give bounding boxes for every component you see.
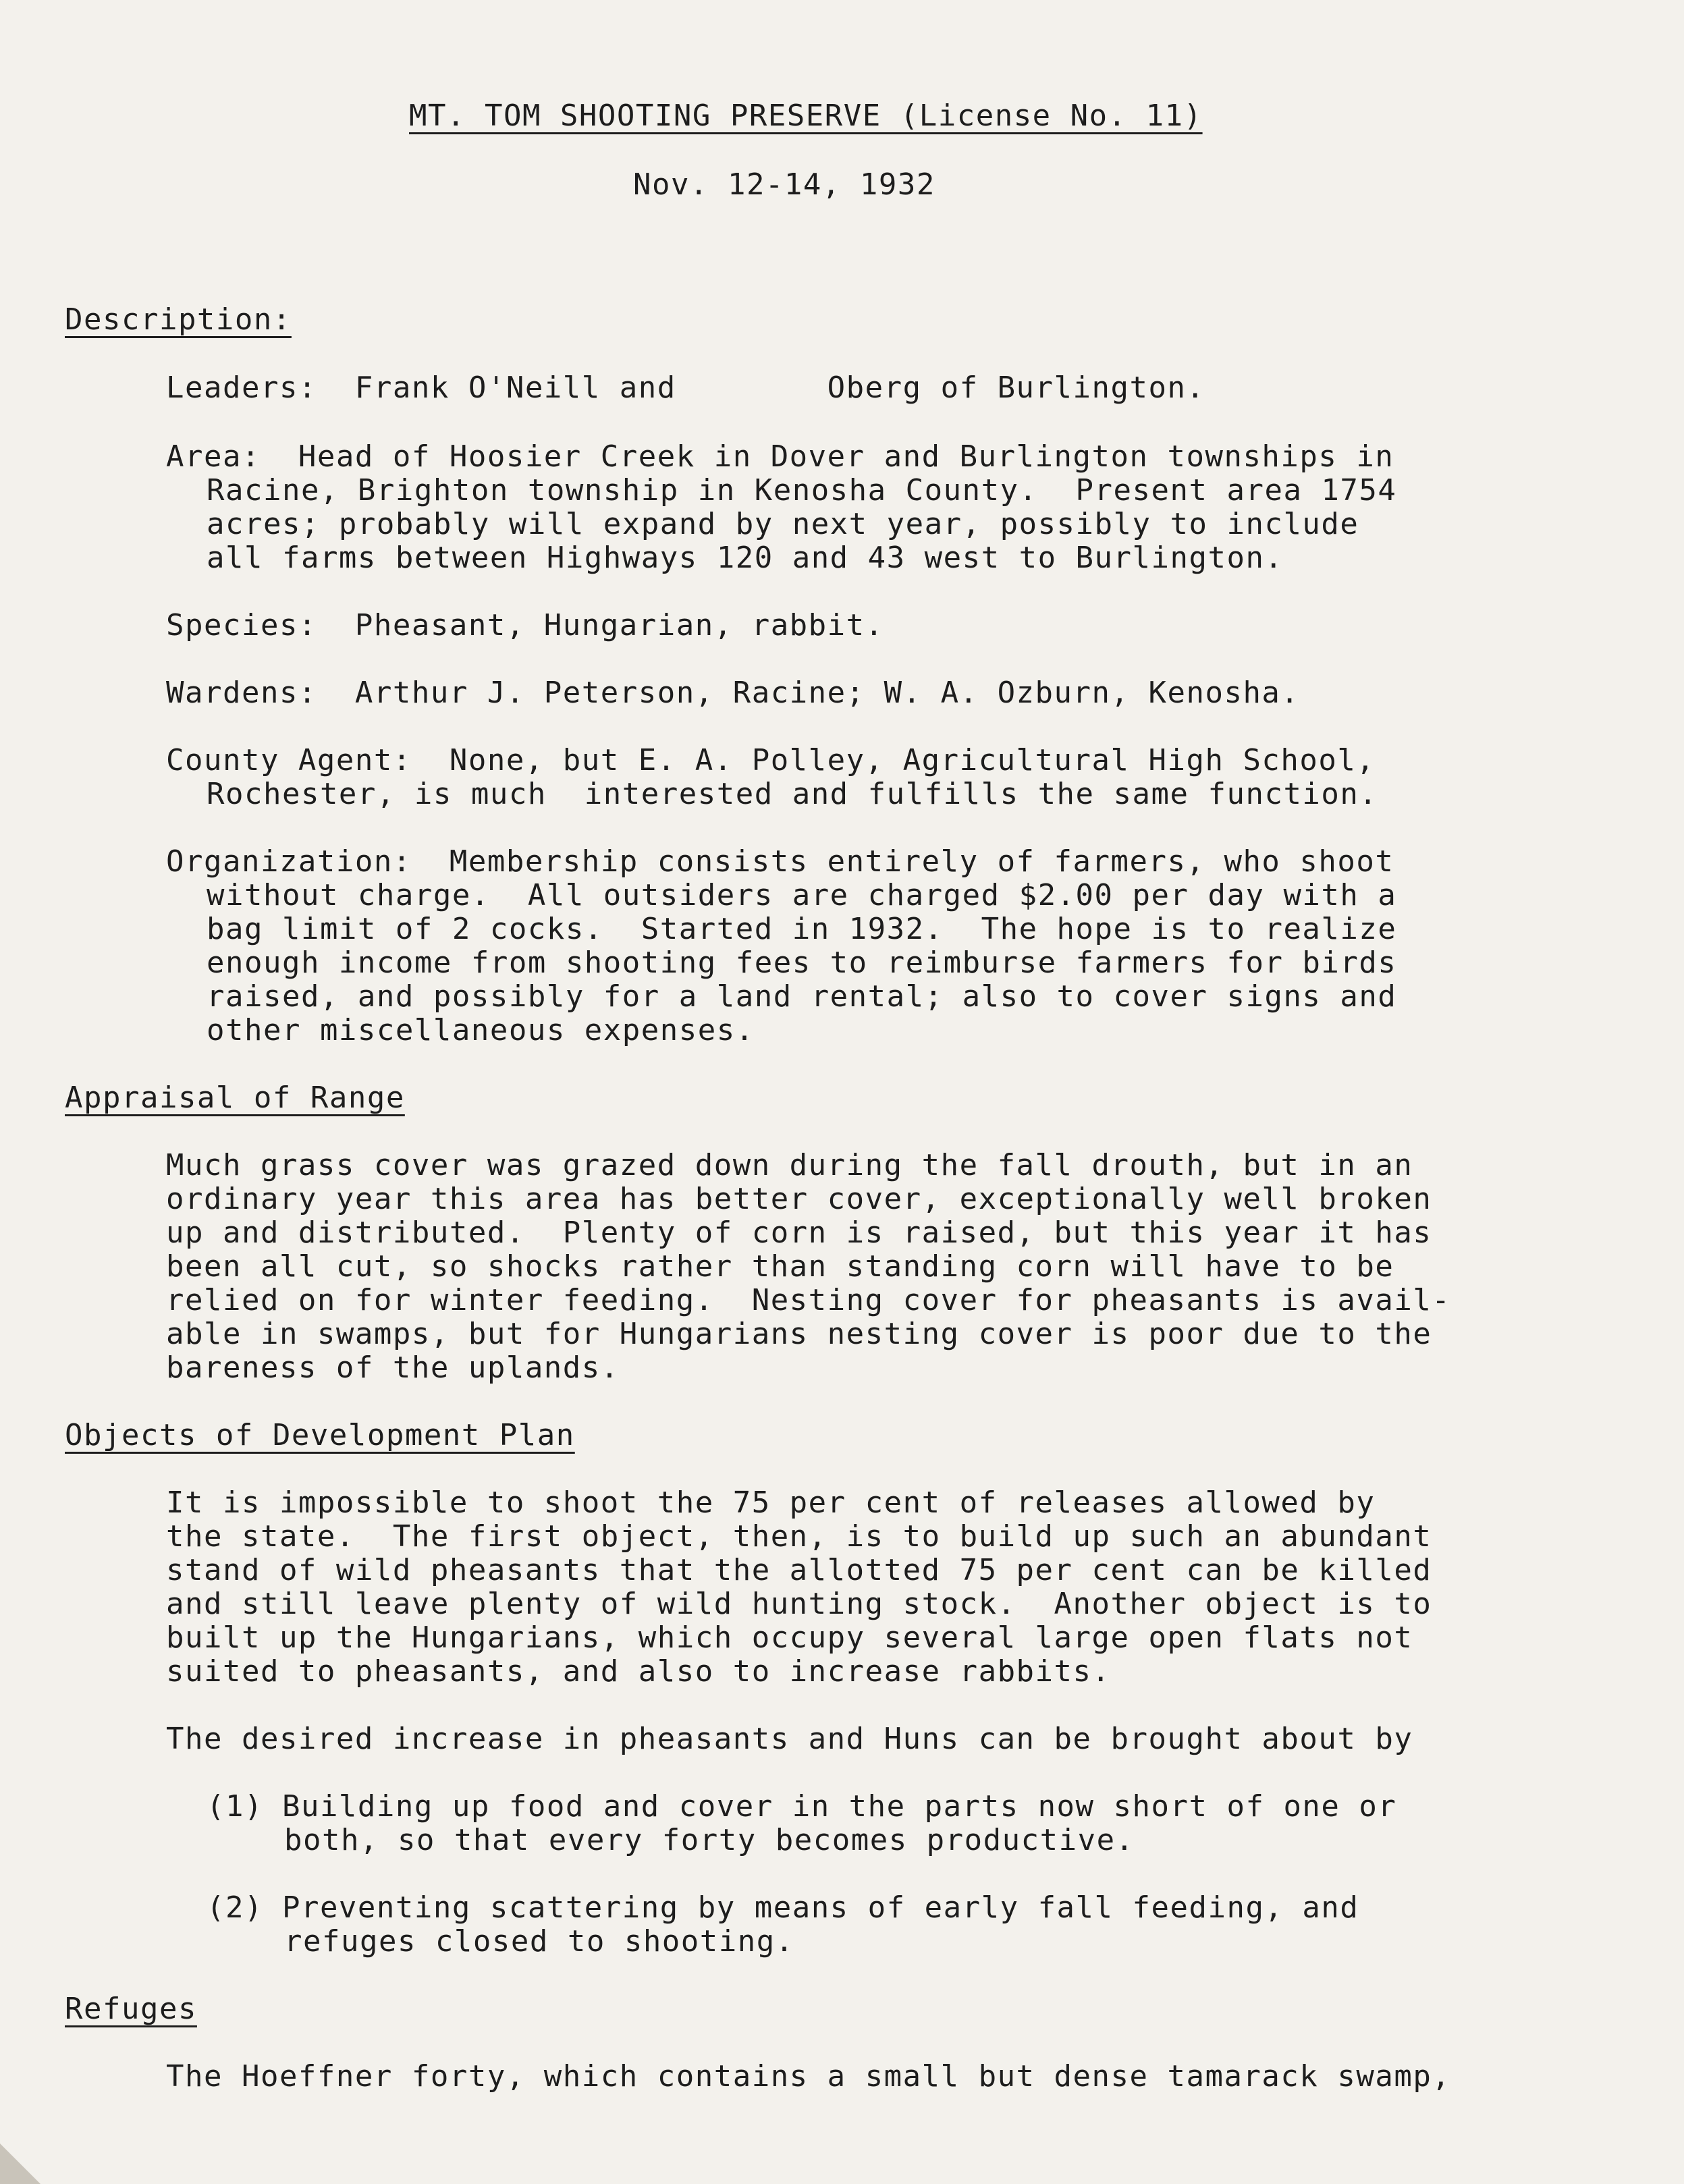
section-heading-refuges: Refuges	[65, 1992, 197, 2026]
organization-line: bag limit of 2 cocks. Started in 1932. The hope is to realize	[207, 912, 1397, 946]
refuges-line: The Hoeffner forty, which contains a small but dense tamarack swamp,	[166, 2059, 1451, 2094]
objects-line: stand of wild pheasants that the allotted 75 per cent can be killed	[166, 1553, 1432, 1587]
objects-line: It is impossible to shoot the 75 per cent of releases allowed by	[166, 1485, 1376, 1520]
wardens-line: Wardens: Arthur J. Peterson, Racine; W. A. Ozburn, Kenosha.	[166, 676, 1300, 710]
objects-line: suited to pheasants, and also to increase rabbits.	[166, 1654, 1111, 1689]
organization-line: without charge. All outsiders are charged $2.00 per day with a	[207, 878, 1397, 912]
objects-line: and still leave plenty of wild hunting stock. Another object is to	[166, 1587, 1432, 1621]
organization-line: Organization: Membership consists entirely of farmers, who shoot	[166, 844, 1394, 879]
section-heading-objects: Objects of Development Plan	[65, 1418, 575, 1452]
page-corner-shadow	[0, 2137, 47, 2184]
list-item-2-line: (2) Preventing scattering by means of early fall feeding, and	[207, 1890, 1359, 1925]
county-agent-line: Rochester, is much interested and fulfills the same function.	[207, 777, 1378, 811]
list-item-1-line: (1) Building up food and cover in the parts now short of one or	[207, 1789, 1397, 1824]
section-heading-appraisal: Appraisal of Range	[65, 1081, 405, 1115]
leaders-line: Leaders: Frank O'Neill and Oberg of Burlington.	[166, 371, 1205, 405]
document-title: MT. TOM SHOOTING PRESERVE (License No. 11)	[409, 99, 1203, 133]
organization-line: enough income from shooting fees to reimburse farmers for birds	[207, 946, 1397, 980]
organization-line: other miscellaneous expenses.	[207, 1013, 755, 1047]
objects-line: the state. The first object, then, is to build up such an abundant	[166, 1519, 1432, 1554]
list-item-1-line: both, so that every forty becomes productive.	[284, 1823, 1135, 1857]
appraisal-line: able in swamps, but for Hungarians nesting cover is poor due to the	[166, 1317, 1432, 1351]
county-agent-line: County Agent: None, but E. A. Polley, Agricultural High School,	[166, 743, 1376, 777]
organization-line: raised, and possibly for a land rental; also to cover signs and	[207, 979, 1397, 1014]
area-line: all farms between Highways 120 and 43 west to Burlington.	[207, 541, 1284, 575]
area-line: Area: Head of Hoosier Creek in Dover and Burlington townships in	[166, 439, 1394, 474]
area-line: acres; probably will expand by next year, possibly to include	[207, 507, 1359, 541]
objects-line: built up the Hungarians, which occupy several large open flats not	[166, 1620, 1413, 1655]
objects-intro-line: The desired increase in pheasants and Huns can be brought about by	[166, 1722, 1413, 1756]
document-date: Nov. 12-14, 1932	[633, 167, 935, 202]
appraisal-line: relied on for winter feeding. Nesting cover for pheasants is avail-	[166, 1283, 1451, 1317]
appraisal-line: up and distributed. Plenty of corn is raised, but this year it has	[166, 1216, 1432, 1250]
list-item-2-line: refuges closed to shooting.	[284, 1924, 794, 1959]
area-line: Racine, Brighton township in Kenosha County. Present area 1754	[207, 473, 1397, 508]
appraisal-line: bareness of the uplands.	[166, 1350, 620, 1385]
species-line: Species: Pheasant, Hungarian, rabbit.	[166, 608, 884, 643]
section-heading-description: Description:	[65, 302, 292, 337]
appraisal-line: ordinary year this area has better cover, exceptionally well broken	[166, 1182, 1432, 1216]
appraisal-line: Much grass cover was grazed down during the fall drouth, but in an	[166, 1148, 1413, 1182]
appraisal-line: been all cut, so shocks rather than standing corn will have to be	[166, 1249, 1394, 1284]
